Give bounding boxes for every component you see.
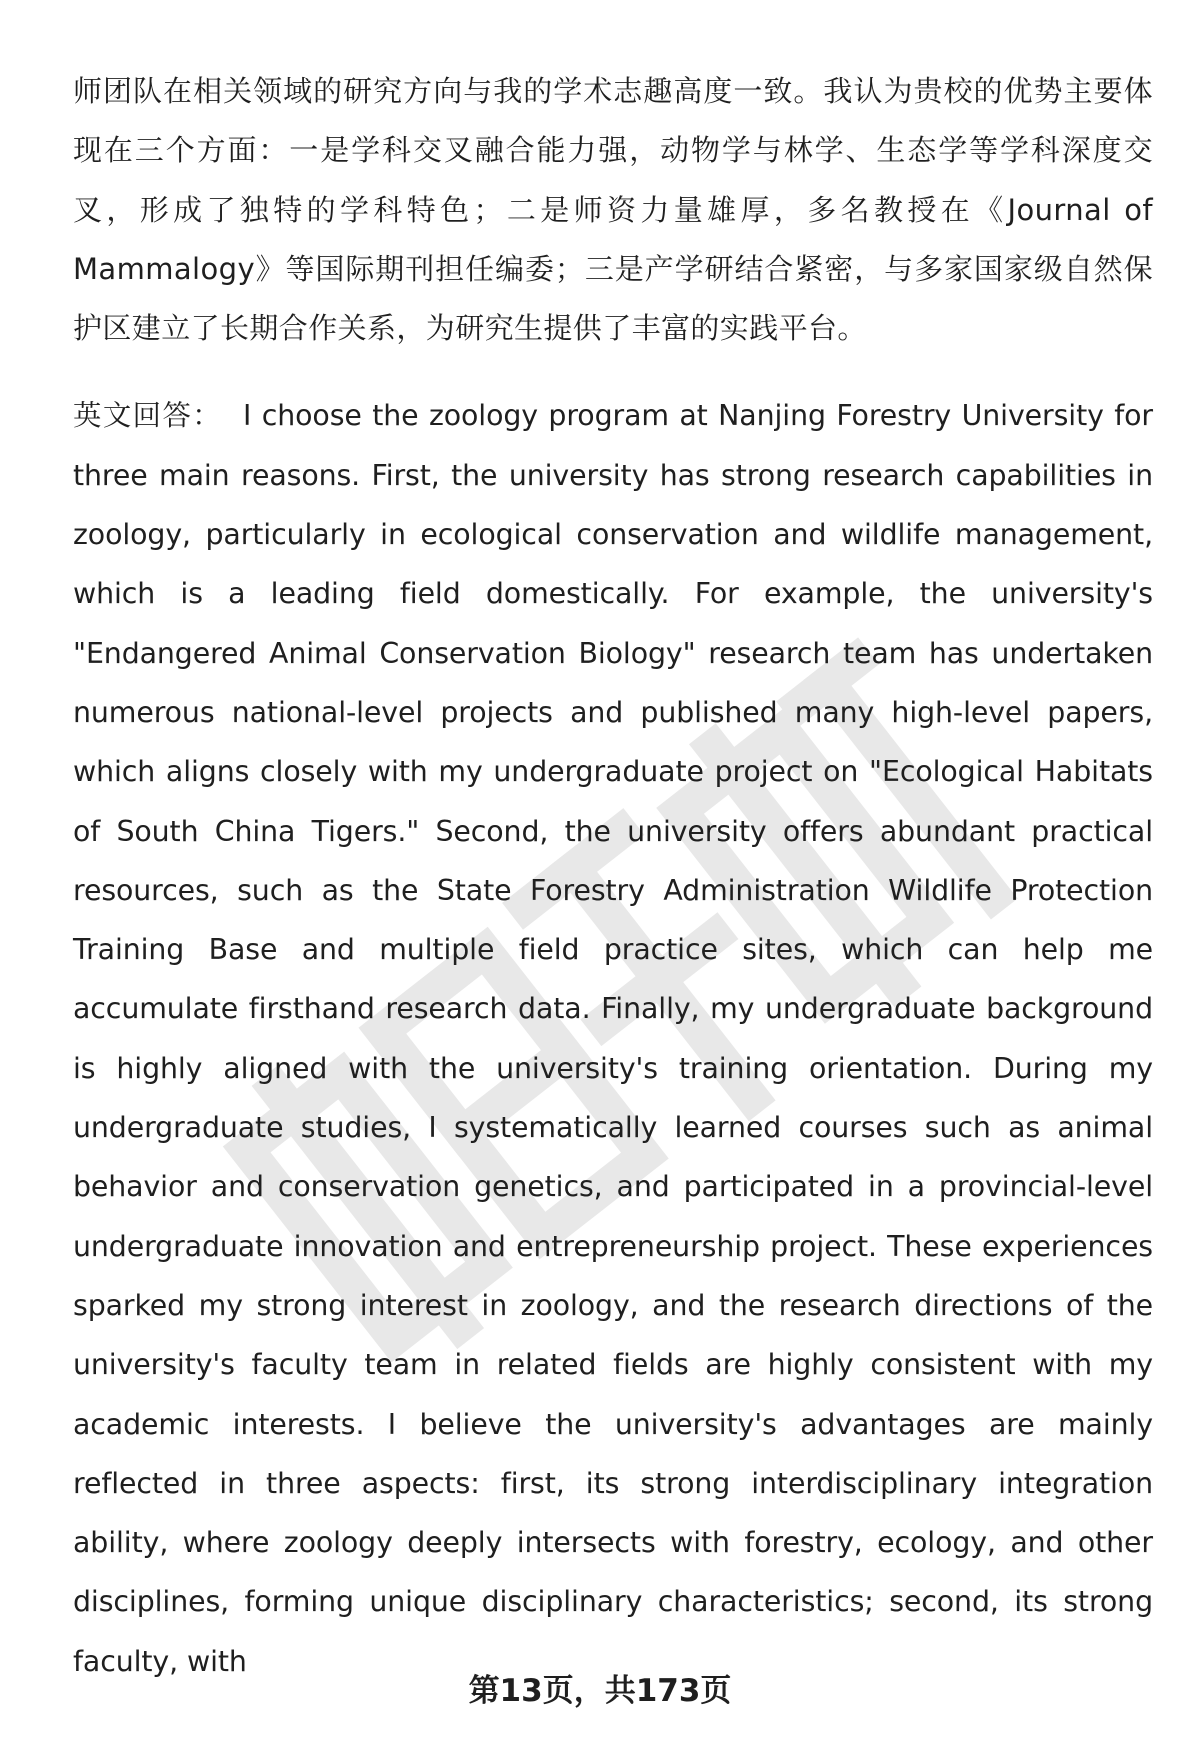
answer-text: I choose the zoology program at Nanjing Forestry University for three main reasons. First, the university has strong research capabilities in zoology, particularly in ecological conservation and wildlife management, which is a leading field domestically. For example, the university's "Endangered Animal Conservation Biology" research team has undertaken numerous national-level projects and published many high-level papers, which aligns closely with my undergraduate project on "Ecological Habitats of South China Tigers." Second, the university offers abundant practical resources, such as the State Forestry Administration Wildlife Protection Training Base and multiple field practice sites, which can help me accumulate firsthand research data. Finally, my undergraduate background is highly aligned with the university's training orientation. During my undergraduate studies, I systematically learned courses such as animal behavior and conservation genetics, and participated in a provincial-level undergraduate innovation and entrepreneurship project. These experiences sparked my strong interest in zoology, and the research directions of the university's faculty team in related fields are highly consistent with my academic interests. I believe the university's advantages are mainly reflected in three aspects: first, its strong interdisciplinary integration ability, where zoology deeply intersects with forestry, ecology, and other disciplines, forming unique disciplinary characteristics; second, its strong faculty, with bbox=[73, 399, 1153, 1678]
page-number: 第13页，共173页 bbox=[468, 1673, 732, 1709]
document-body bbox=[73, 62, 1153, 1691]
paragraph-chinese: 师团队在相关领域的研究方向与我的学术志趣高度一致。我认为贵校的优势主要体现在三个方面：一是学科交叉融合能力强，动物学与林学、生态学等学科深度交叉，形成了独特的学科特色；二是师资力量雄厚，多名教授在《Journal of Mammalogy》等国际期刊担任编委；三是产学研结合紧密，与多家国家级自然保护区建立了长期合作关系，为研究生提供了丰富的实践平台。 bbox=[73, 74, 1153, 346]
answer-label: 英文回答： bbox=[73, 399, 223, 433]
paragraph-english bbox=[73, 386, 1153, 1691]
